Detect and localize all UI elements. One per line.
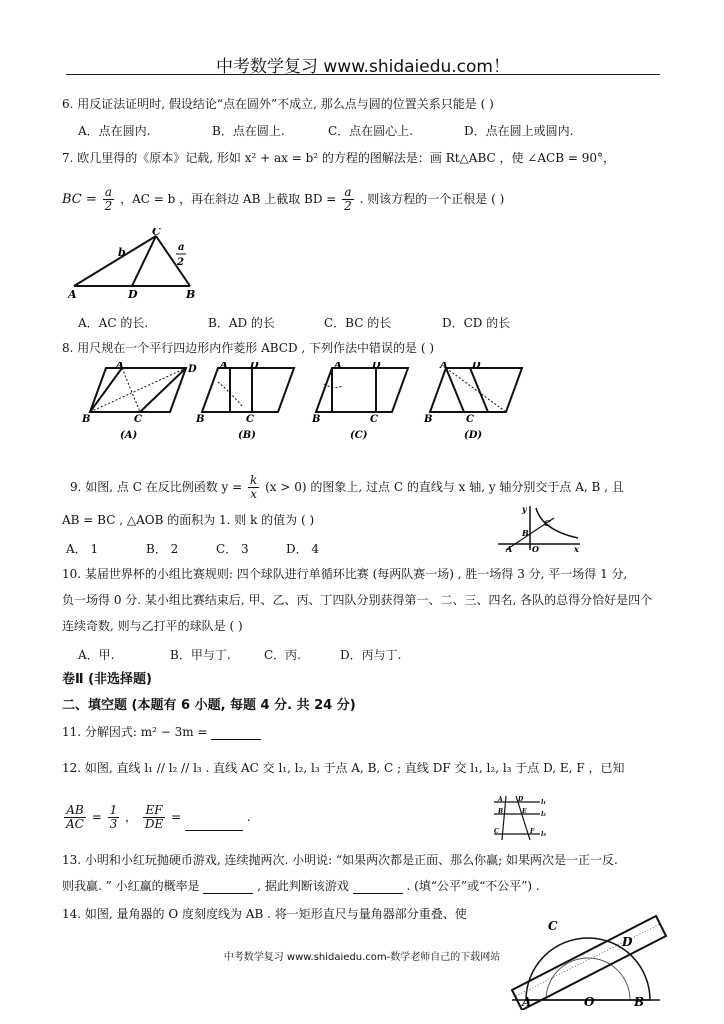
page-footer: 中考数学复习 www.shidaiedu.com-数学老师自己的下载网站 (223, 952, 501, 963)
q12-label-l1: l₁ (541, 799, 546, 806)
q12-equals-1: = (91, 810, 102, 824)
q11-stem (62, 724, 261, 740)
q7-stem-b (62, 186, 504, 213)
q7-stem-a: 7. 欧几里得的《原本》记载, 形如 x² + ax = b² 的方程的图解法是：画 Rt△ABC ，使 ∠ACB = 90°， (62, 151, 615, 165)
q7-label-b: B (186, 288, 196, 301)
section-volume: 卷Ⅱ (非选择题) (62, 672, 152, 687)
q12-equation (62, 804, 251, 831)
q14-label-d: D (622, 935, 633, 949)
q12-label-e: E (522, 808, 527, 815)
q12-label-f: F (530, 828, 535, 835)
q8-b-label-b: B (196, 414, 205, 425)
q9-label-a: A (506, 544, 513, 554)
q12-frac-1-3: $\frac{1}{3}$ (109, 803, 118, 831)
q8-stem: 8. 用尺规在一个平行四边形内作菱形 ABCD , 下列作法中错误的是 ( ) (62, 341, 435, 355)
q13-line-2 (62, 878, 540, 894)
q12-end: . (246, 810, 251, 824)
q7-label-c: C (152, 228, 161, 238)
q8-c-label-b: B (312, 414, 321, 425)
q6-option-a: A．点在圆内. (78, 124, 151, 138)
page-header: 中考数学复习 www.shidaiedu.com！ (216, 57, 510, 77)
q10-option-c: C．丙. (264, 648, 301, 662)
q9-option-c: C． 3 (216, 542, 249, 556)
q12-frac-ab-ac: $\frac{AB}{AC}$ (66, 803, 84, 831)
q8-d-segment (446, 368, 464, 412)
q7-option-b: B．AD 的长 (208, 316, 275, 330)
section-part: 二、填空题 (本题有 6 小题, 每题 4 分. 共 24 分) (62, 698, 356, 713)
q12-label-d: D (518, 796, 524, 803)
q12-label-c: C (494, 828, 499, 835)
q9-hyperbola (536, 508, 578, 538)
q7-option-a: A．AC 的长. (78, 316, 149, 330)
q9-option-a: A． 1 (66, 542, 99, 556)
q8-a-label-c: C (134, 414, 142, 425)
q7-option-c: C．BC 的长 (324, 316, 392, 330)
q8-c-label-d: D (372, 362, 381, 371)
q9-stem-a (70, 474, 624, 501)
q8-d-label-c: C (466, 414, 474, 425)
q6-option-b: B．点在圆上. (212, 124, 285, 138)
q9-option-d: D． 4 (286, 542, 320, 556)
q8-c-parallelogram (316, 368, 408, 412)
q8-a-side2 (140, 368, 186, 412)
q7-triangle-figure (68, 228, 208, 302)
q7-frac-bd: $\frac{a}{2}$ (344, 185, 352, 213)
q6-stem: 6. 用反证法证明时, 假设结论“点在圆外”不成立, 那么点与圆的位置关系只能是 ( ) (62, 97, 494, 111)
q7-stem-end: . 则该方程的一个正根是 ( ) (359, 192, 505, 206)
q8-d-label-d: D (472, 362, 481, 371)
q14-label-c: C (548, 919, 558, 933)
q12-stem: 12. 如图, 直线 l₁ // l₂ // l₃ . 直线 AC 交 l₁, l₂, l₃ 于点 A, B, C ; 直线 DF 交 l₁, l₂, l₃ 于点 D, E, F ，已知 (62, 761, 625, 775)
q8-caption-d: (D) (464, 430, 483, 441)
q8-figure-a (81, 362, 197, 441)
q10-line-3: 连续奇数, 则与乙打平的球队是 ( ) (62, 619, 243, 633)
q7-stem-mid: ，AC = b ，再在斜边 AB 上截取 BD = (120, 192, 337, 206)
q14-label-o: O (584, 995, 595, 1009)
q9-label-y: y (522, 504, 527, 514)
q7-bc: BC = (62, 192, 97, 207)
q13-line-1: 13. 小明和小红玩抛硬币游戏, 连续抛两次. 小明说: “如果两次都是正面、那么你赢; 如果两次是一正一反. (62, 853, 618, 867)
q9-option-b: B． 2 (146, 542, 179, 556)
q8-a-side (90, 368, 122, 412)
q8-figure-b (195, 362, 294, 441)
q7-frac-a2: $\frac{a}{2}$ (104, 185, 113, 213)
q12-label-a: A (498, 796, 503, 803)
q14-label-a: A (522, 995, 532, 1009)
q8-a-label-a: A (116, 362, 124, 371)
q13-text-a: 则我赢. ” 小红赢的概率是 (62, 879, 200, 893)
q8-a-label-b: B (82, 414, 91, 425)
q13-text-b: , 据此判断该游戏 (257, 879, 349, 893)
q9-label-b: B (522, 528, 529, 538)
q9-label-x: x (574, 544, 579, 554)
q8-figures (80, 362, 620, 442)
q12-label-l3: l₃ (541, 831, 546, 838)
q7-option-d: D．CD 的长 (442, 316, 511, 330)
q10-line-1: 10. 某届世界杯的小组比赛规则: 四个球队进行单循环比赛 (每两队赛一场) , 胜一场得 3 分, 平一场得 1 分, (62, 567, 628, 581)
q14-label-b: B (634, 995, 645, 1009)
q8-figure-d (423, 362, 522, 441)
q10-option-d: D．丙与丁. (340, 648, 402, 662)
q10-line-2: 负一场得 0 分. 某小组比赛结束后, 甲、乙、丙、丁四队分别获得第一、二、三、四名, 各队的总得分恰好是四个 (62, 593, 653, 607)
q9-frac-kx: $\frac{k}{x}$ (250, 473, 258, 501)
q11-text: 11. 分解因式: m² − 3m = (62, 725, 208, 739)
q9-label-o: O (532, 544, 539, 554)
q8-d-segment2 (470, 368, 488, 412)
q13-answer-blank-2[interactable] (353, 881, 403, 894)
q10-option-b: B．甲与丁. (170, 648, 231, 662)
q12-frac-ef-de: $\frac{EF}{DE}$ (144, 803, 164, 831)
q6-option-d: D．点在圆上或圆内. (464, 124, 574, 138)
q13-text-c: . (填“公平”或“不公平”) . (406, 879, 540, 893)
q8-caption-b: (B) (238, 430, 256, 441)
q7-label-b-side: b (118, 246, 126, 259)
q12-label-l2: l₂ (541, 811, 546, 818)
q9-label-c: C (544, 518, 551, 528)
q12-equals-2: = (171, 810, 182, 824)
q8-b-label-a: A (220, 362, 228, 371)
q7-label-d: D (128, 288, 138, 301)
q9-stem-pre: 9. 如图, 点 C 在反比例函数 y = (70, 480, 243, 494)
q12-label-b: B (498, 808, 504, 815)
q8-b-label-d: D (250, 362, 259, 371)
q8-c-label-a: A (334, 362, 342, 371)
q12-comma: ， (125, 810, 138, 824)
header-rule (66, 74, 660, 75)
q7-label-a: A (68, 288, 77, 301)
q8-caption-a: (A) (120, 430, 138, 441)
q9-stem-post: (x > 0) 的图象上, 过点 C 的直线与 x 轴, y 轴分别交于点 A, B , 且 (265, 480, 624, 494)
q9-stem-b: AB = BC , △AOB 的面积为 1. 则 k 的值为 ( ) (62, 513, 315, 527)
q7-label-a-top: a (178, 242, 185, 253)
q12-answer-blank[interactable] (185, 818, 243, 831)
q8-a-label-d: D (188, 364, 197, 375)
q7-side-bc (156, 236, 190, 286)
q9-graph-figure (494, 504, 584, 554)
q10-option-a: A．甲. (78, 648, 115, 662)
q8-d-label-a: A (440, 362, 448, 371)
q7-label-two: 2 (177, 257, 184, 268)
q6-option-c: C．点在圆心上. (328, 124, 413, 138)
q13-answer-blank-1[interactable] (203, 881, 253, 894)
q8-caption-c: (C) (350, 430, 368, 441)
q8-figure-c (311, 362, 408, 441)
q8-b-parallelogram (202, 368, 294, 412)
q8-b-label-c: C (246, 414, 254, 425)
q11-answer-blank[interactable] (211, 727, 261, 740)
q8-d-label-b: B (424, 414, 433, 425)
q12-parallel-lines-figure (490, 794, 550, 844)
q8-c-label-c: C (370, 414, 378, 425)
q14-stem: 14. 如图, 量角器的 O 度刻度线为 AB . 将一矩形直尺与量角器部分重叠、使 (62, 907, 467, 921)
